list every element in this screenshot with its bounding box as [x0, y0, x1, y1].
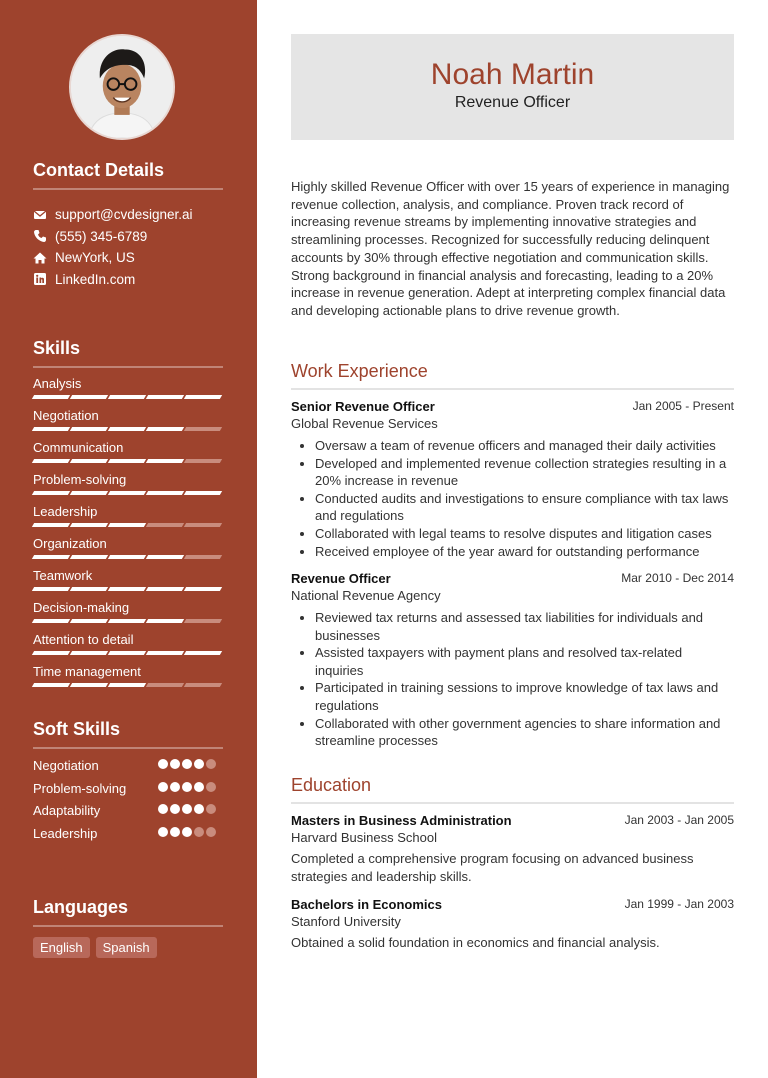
skill-level-segment	[184, 651, 222, 655]
skill-level-segment	[108, 587, 146, 591]
skill-label: Problem-solving	[33, 472, 127, 487]
rating-dot	[182, 782, 192, 792]
rating-dot	[206, 804, 216, 814]
list-item: • Collaborated with other government agencies to share information and streamline processes	[315, 715, 734, 750]
job-company: National Revenue Agency	[291, 588, 441, 603]
rating-dot	[194, 827, 204, 837]
skill-level-segment	[146, 555, 184, 559]
skill-label: Time management	[33, 664, 141, 679]
profile-summary: Highly skilled Revenue Officer with over 15 years of experience in managing revenue collection, analysis, and compliance. Proven track record of increasing revenue streams by implementing innovative strategies and streamlining processes. Recognized for successfully reducing delinquent accounts by 30% through effective negotiation and communication skills. Strong background in financial analysis and forecasting, leading to a 20% increase in revenue generation. Adept at interpreting complex financial data and developing actionable plans to drive revenue growth.	[291, 179, 730, 318]
rating-dot	[182, 804, 192, 814]
soft-skill-rating	[158, 782, 216, 792]
soft-skill-item	[33, 801, 223, 824]
skill-level-segment	[32, 619, 70, 623]
linkedin-icon	[33, 272, 47, 286]
skill-level-segment	[108, 555, 146, 559]
skill-item	[33, 438, 223, 470]
rating-dot	[194, 759, 204, 769]
job-bullets	[291, 437, 734, 560]
skill-label: Organization	[33, 536, 107, 551]
rating-dot	[158, 827, 168, 837]
list-item: • Assisted taxpayers with payment plans and resolved tax-related inquiries	[315, 644, 734, 679]
school-name: Stanford University	[291, 914, 401, 929]
school-name: Harvard Business School	[291, 830, 437, 845]
skill-level-segment	[108, 619, 146, 623]
degree-title: Masters in Business Administration	[291, 813, 512, 828]
rating-dot	[158, 804, 168, 814]
rating-dot	[182, 827, 192, 837]
job-bullets	[291, 609, 734, 750]
skills-list	[33, 374, 223, 694]
list-item: • Collaborated with legal teams to resolve disputes and litigation cases	[315, 525, 734, 543]
skill-level-segment	[70, 523, 108, 527]
skill-item	[33, 406, 223, 438]
skill-level-segment	[70, 683, 108, 687]
skill-item	[33, 502, 223, 534]
skill-level-segment	[70, 619, 108, 623]
skill-label: Negotiation	[33, 408, 99, 423]
soft-skill-rating	[158, 759, 216, 769]
rating-dot	[182, 759, 192, 769]
skill-level-segment	[32, 523, 70, 527]
skill-level-segment	[32, 491, 70, 495]
rating-dot	[170, 804, 180, 814]
list-item: • Conducted audits and investigations to ensure compliance with tax laws and regulations	[315, 490, 734, 525]
skill-level-bar	[33, 683, 221, 687]
candidate-title: Revenue Officer	[454, 94, 571, 111]
skill-level-segment	[146, 459, 184, 463]
list-item: • Oversaw a team of revenue officers and managed their daily activities	[315, 437, 734, 455]
contact-email[interactable]	[33, 204, 223, 226]
rating-dot	[158, 782, 168, 792]
rating-dot	[158, 759, 168, 769]
languages-section	[33, 897, 223, 958]
skill-level-segment	[184, 427, 222, 431]
degree-date: Jan 2003 - Jan 2005	[624, 813, 734, 827]
skill-level-segment	[32, 587, 70, 591]
skill-level-segment	[32, 555, 70, 559]
skill-level-segment	[184, 459, 222, 463]
skill-level-segment	[146, 395, 184, 399]
skill-level-bar	[33, 587, 221, 591]
skill-level-bar	[33, 491, 221, 495]
rating-dot	[170, 759, 180, 769]
candidate-name: Noah Martin	[430, 58, 595, 91]
skill-level-segment	[70, 459, 108, 463]
name-header	[291, 34, 734, 140]
skill-level-segment	[70, 491, 108, 495]
list-item: • Reviewed tax returns and assessed tax liabilities for individuals and businesses	[315, 609, 734, 644]
work-entry	[291, 571, 734, 750]
skill-level-bar	[33, 651, 221, 655]
soft-skill-label: Negotiation	[33, 758, 99, 773]
contact-linkedin-text: LinkedIn.com	[55, 271, 136, 287]
skill-level-segment	[184, 523, 222, 527]
home-icon	[33, 251, 47, 265]
skill-level-segment	[184, 395, 222, 399]
job-date: Mar 2010 - Dec 2014	[621, 571, 734, 585]
soft-skill-item	[33, 779, 223, 802]
work-entry	[291, 399, 734, 560]
job-title: Revenue Officer	[291, 571, 391, 586]
skill-label: Teamwork	[33, 568, 93, 583]
skill-level-segment	[184, 619, 222, 623]
list-item: • Participated in training sessions to improve knowledge of tax laws and regulations	[315, 679, 734, 714]
skill-level-bar	[33, 555, 221, 559]
skill-item	[33, 630, 223, 662]
skills-section	[33, 338, 223, 694]
contact-email-text: support@cvdesigner.ai	[55, 207, 193, 223]
skill-label: Analysis	[33, 376, 82, 391]
avatar-photo	[71, 36, 173, 138]
skill-level-segment	[70, 587, 108, 591]
rating-dot	[170, 827, 180, 837]
skill-level-segment	[108, 523, 146, 527]
language-tag: Spanish	[96, 937, 157, 958]
work-experience-heading: Work Experience	[291, 361, 734, 390]
rating-dot	[206, 759, 216, 769]
degree-description: Completed a comprehensive program focusing on advanced business strategies and leadership skills.	[291, 851, 694, 884]
skills-heading: Skills	[33, 338, 223, 368]
soft-skill-label: Adaptability	[33, 803, 101, 818]
soft-skills-list	[33, 756, 223, 846]
job-title: Senior Revenue Officer	[291, 399, 435, 414]
skill-label: Leadership	[33, 504, 98, 519]
skill-level-segment	[146, 523, 184, 527]
contact-location-text: NewYork, US	[55, 250, 135, 266]
job-company: Global Revenue Services	[291, 416, 438, 431]
skill-level-bar	[33, 395, 221, 399]
skill-level-segment	[70, 555, 108, 559]
soft-skill-rating	[158, 804, 216, 814]
contact-phone-text: (555) 345-6789	[55, 228, 148, 244]
soft-skill-item	[33, 756, 223, 779]
skill-level-segment	[184, 587, 222, 591]
soft-skill-label: Problem-solving	[33, 780, 127, 796]
skill-level-segment	[108, 459, 146, 463]
rating-dot	[194, 782, 204, 792]
rating-dot	[206, 827, 216, 837]
skill-level-bar	[33, 427, 221, 431]
skill-item	[33, 566, 223, 598]
languages-heading: Languages	[33, 897, 223, 927]
skill-level-segment	[146, 619, 184, 623]
skill-level-segment	[146, 587, 184, 591]
skill-level-segment	[32, 459, 70, 463]
skill-level-segment	[70, 395, 108, 399]
education-heading: Education	[291, 775, 734, 804]
skill-level-segment	[108, 683, 146, 687]
sidebar	[0, 0, 257, 1078]
skill-level-segment	[108, 427, 146, 431]
education-entry	[291, 897, 734, 952]
skill-level-segment	[108, 491, 146, 495]
language-tag: English	[33, 937, 90, 958]
skill-level-segment	[146, 491, 184, 495]
skill-level-segment	[184, 555, 222, 559]
skill-level-segment	[146, 651, 184, 655]
skill-level-segment	[32, 651, 70, 655]
degree-description: Obtained a solid foundation in economics and financial analysis.	[291, 935, 660, 950]
skill-level-segment	[70, 427, 108, 431]
skill-level-segment	[146, 683, 184, 687]
skill-level-bar	[33, 459, 221, 463]
skill-level-segment	[108, 651, 146, 655]
job-date: Jan 2005 - Present	[632, 399, 734, 413]
envelope-icon	[33, 208, 47, 222]
soft-skills-section	[33, 719, 223, 846]
rating-dot	[206, 782, 216, 792]
contact-section	[33, 160, 223, 290]
skill-item	[33, 470, 223, 502]
skill-label: Attention to detail	[33, 632, 134, 647]
skill-level-segment	[108, 395, 146, 399]
skill-level-segment	[32, 427, 70, 431]
soft-skill-item	[33, 824, 223, 847]
skill-level-segment	[32, 683, 70, 687]
degree-date: Jan 1999 - Jan 2003	[624, 897, 734, 911]
avatar	[69, 34, 175, 140]
rating-dot	[170, 782, 180, 792]
skill-level-segment	[184, 683, 222, 687]
rating-dot	[194, 804, 204, 814]
degree-title: Bachelors in Economics	[291, 897, 442, 912]
skill-item	[33, 662, 223, 694]
list-item: • Received employee of the year award for outstanding performance	[315, 543, 734, 561]
skill-level-bar	[33, 619, 221, 623]
contact-heading: Contact Details	[33, 160, 223, 190]
skill-item	[33, 598, 223, 630]
skill-level-bar	[33, 523, 221, 527]
education-entry	[291, 813, 734, 885]
skill-level-segment	[70, 651, 108, 655]
skill-level-segment	[146, 427, 184, 431]
contact-location	[33, 247, 223, 269]
soft-skill-label: Leadership	[33, 825, 98, 841]
contact-phone[interactable]	[33, 226, 223, 248]
skill-label: Decision-making	[33, 600, 130, 615]
skill-level-segment	[32, 395, 70, 399]
soft-skills-heading: Soft Skills	[33, 719, 223, 749]
list-item: • Developed and implemented revenue collection strategies resulting in a 20% increase in revenue	[315, 455, 734, 490]
skill-level-segment	[184, 491, 222, 495]
skill-item	[33, 534, 223, 566]
skill-item	[33, 374, 223, 406]
skill-label: Communication	[33, 440, 124, 455]
contact-linkedin[interactable]	[33, 269, 223, 291]
phone-icon	[33, 229, 47, 243]
soft-skill-rating	[158, 827, 216, 837]
